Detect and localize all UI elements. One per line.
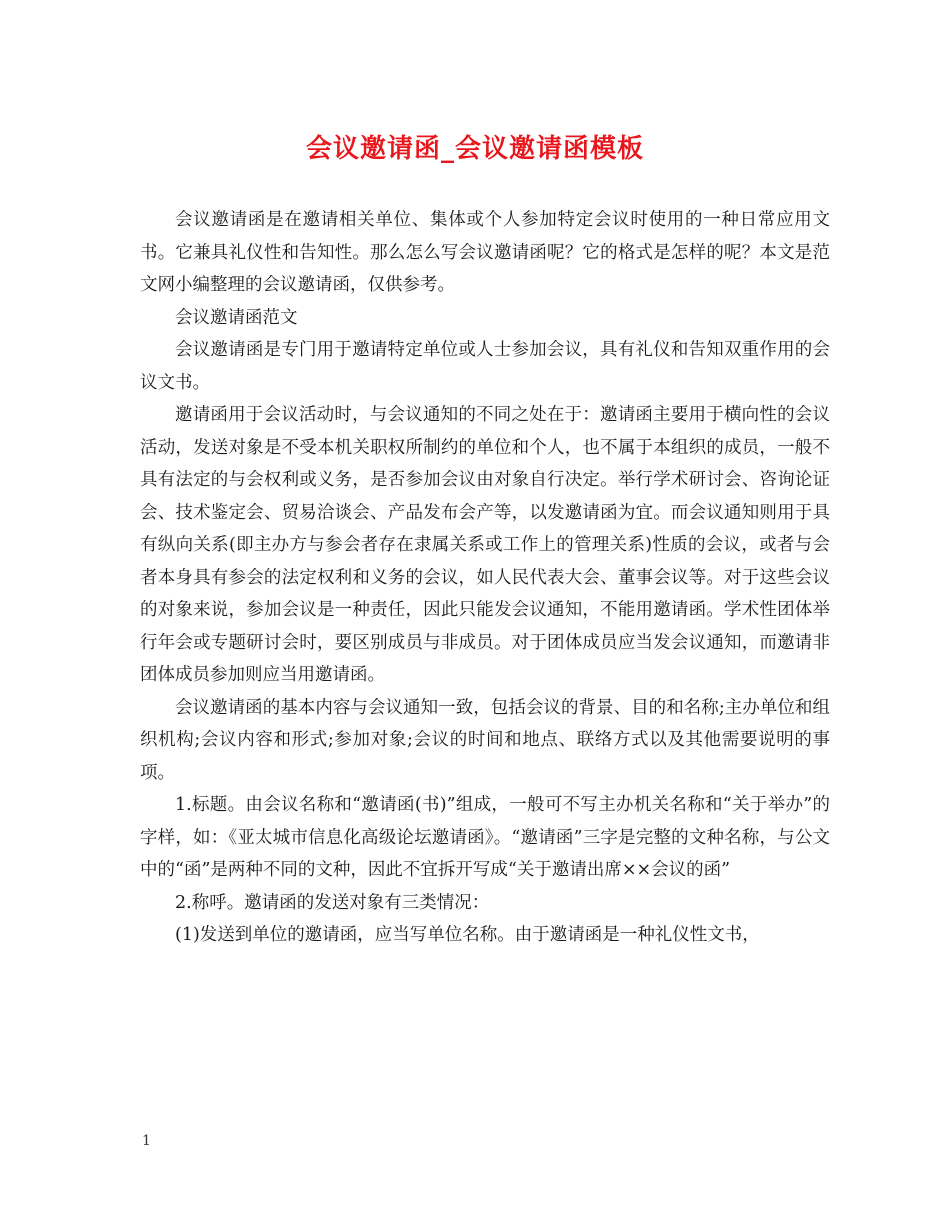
paragraph-salutation-rule: 2.称呼。邀请函的发送对象有三类情况：	[175, 892, 490, 913]
paragraph-usage: 邀请函用于会议活动时，与会议通知的不同之处在于：邀请函主要用于横向性的会议活动，发送对象是不受本机关职权所制约的单位和个人，也不属于本组织的成员，一般不具有法定的与会权利或义务，是否参加会议由对象自行决定。举行学术研讨会、咨询论证会、技术鉴定会、贸易洽谈会、产品发布会产等，以发邀请函为宜。而会议通知则用于具有纵向关系(即主办方与参会者存在隶属关系或工作上的管理关系)性质的会议，或者与会者本身具有参会的法定权利和义务的会议，如人民代表大会、董事会议等。对于这些会议的对象来说，参加会议是一种责任，因此只能发会议通知，不能用邀请函。学术性团体举行年会或专题研讨会时，要区别成员与非成员。对于团体成员应当发会议通知，而邀请非团体成员参加则应当用邀请函。	[140, 405, 830, 685]
paragraph-content: 会议邀请函的基本内容与会议通知一致，包括会议的背景、目的和名称;主办单位和组织机构;会议内容和形式;参加对象;会议的时间和地点、联络方式以及其他需要说明的事项。	[140, 697, 830, 783]
page-number: 1	[142, 1133, 151, 1149]
document-body	[140, 204, 830, 952]
paragraph-subheading: 会议邀请函范文	[175, 307, 298, 328]
paragraph-title-rule: 1.标题。由会议名称和“邀请函(书)”组成，一般可不写主办机关名称和“关于举办”的字样，如：《亚太城市信息化高级论坛邀请函》。“邀请函”三字是完整的文种名称，与公文中的“函”是两种不同的文种，因此不宜拆开写成“关于邀请出席××会议的函”	[140, 795, 830, 880]
paragraph-unit-case: (1)发送到单位的邀请函，应当写单位名称。由于邀请函是一种礼仪性文书，	[175, 925, 760, 945]
paragraph-intro: 会议邀请函是在邀请相关单位、集体或个人参加特定会议时使用的一种日常应用文书。它兼具礼仪性和告知性。那么怎么写会议邀请函呢？它的格式是怎样的呢？本文是范文网小编整理的会议邀请函，仅供参考。	[140, 210, 830, 295]
paragraph-definition: 会议邀请函是专门用于邀请特定单位或人士参加会议，具有礼仪和告知双重作用的会议文书。	[140, 340, 830, 393]
document-title: 会议邀请函_会议邀请函模板	[305, 134, 644, 164]
